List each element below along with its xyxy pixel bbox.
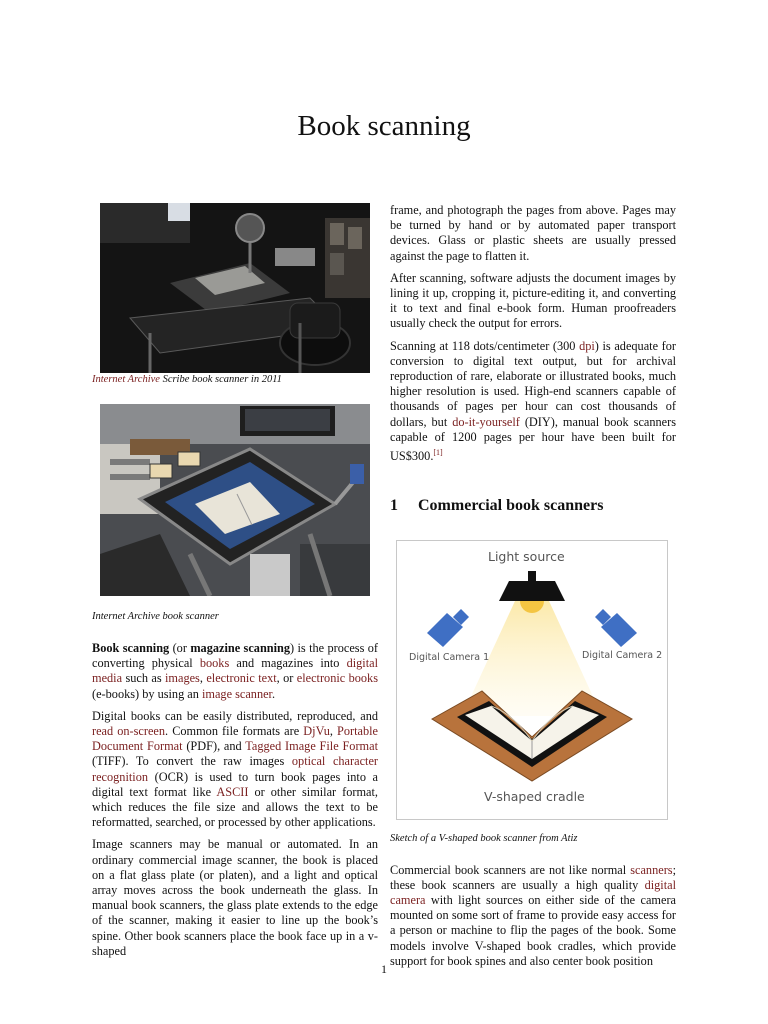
link-djvu[interactable]: DjVu bbox=[303, 724, 330, 739]
intro-paragraph: Book scanning (or magazine scanning) is the process of converting physical books and magazines into digital media such as images, electronic text, or electronic books (e-books) by using an image scanner. bbox=[92, 641, 379, 701]
frame-paragraph: frame, and photograph the pages from above. Pages may be turned by hand or by automated paper transport devices. Glass or plastic sheets are usually pressed against the page to flatten it. bbox=[390, 203, 676, 263]
scanner-diagram bbox=[396, 540, 668, 820]
figure-caption: Internet Archive Scribe book scanner in 2011 bbox=[92, 374, 282, 385]
software-paragraph: After scanning, software adjusts the document images by lining it up, cropping it, picture-editing it, and converting it to text and final e-book form. Human proofreaders usually check the output for errors. bbox=[390, 270, 676, 331]
figure-caption: Sketch of a V-shaped book scanner from Atiz bbox=[390, 832, 578, 844]
link-ocr[interactable]: optical character recognition bbox=[92, 754, 378, 784]
scanners-paragraph: Image scanners may be manual or automated. In an ordinary commercial image scanner, the book is placed on a flat glass plate (or platen), and a light and optical array moves across the book underneath the glass. In manual book scanners, the glass plate extends to the edge of the scanner, making it easier to line up the book’s spine. Other book scanners place the book face up in a v-shaped bbox=[92, 837, 378, 958]
link-image-scanner[interactable]: image scanner bbox=[201, 686, 272, 701]
photo-scribe-scanner bbox=[100, 203, 370, 373]
link-scanners[interactable]: scanners bbox=[630, 862, 673, 877]
link-dpi[interactable]: dpi bbox=[579, 338, 595, 353]
section-title: Commercial book scanners bbox=[418, 497, 604, 515]
page-number: 1 bbox=[381, 962, 387, 976]
camera-1-icon bbox=[427, 609, 469, 647]
link-read-on-screen[interactable]: read on-screen bbox=[92, 724, 166, 739]
lamp-icon bbox=[499, 581, 565, 601]
photo-archive-scanner bbox=[100, 404, 370, 596]
left-column bbox=[92, 203, 378, 966]
right-column bbox=[390, 203, 676, 976]
camera-2-icon bbox=[595, 609, 637, 647]
link-electronic-text[interactable]: electronic text bbox=[206, 671, 277, 686]
camera-2-label: Digital Camera 2 bbox=[582, 649, 663, 661]
camera-1-label: Digital Camera 1 bbox=[409, 651, 490, 663]
link-images[interactable]: images bbox=[165, 671, 200, 686]
light-source-label: Light source bbox=[488, 548, 565, 564]
link-books[interactable]: books bbox=[199, 656, 230, 671]
link-tiff[interactable]: Tagged Image File Format bbox=[245, 739, 378, 754]
link-digital-media[interactable]: digital media bbox=[92, 656, 379, 686]
link-digital-camera[interactable]: digital camera bbox=[390, 877, 676, 907]
link-pdf[interactable]: Portable Document Format bbox=[92, 724, 378, 754]
section-heading bbox=[390, 498, 676, 513]
section-number: 1 bbox=[390, 497, 398, 515]
cradle-label: V-shaped cradle bbox=[484, 788, 585, 804]
figure-scribe-scanner bbox=[92, 203, 378, 386]
link-ascii[interactable]: ASCII bbox=[216, 784, 249, 799]
resolution-paragraph: Scanning at 118 dots/centimeter (300 dpi) is adequate for conversion to digital text output, but for archival reproduction of rare, elaborate or illustrated books, much higher resolution is used. High-end scanners capable of thousands of pages per hour can cost thousands of dollars, but do-it-yourself (DIY), manual book scanners capable of 1200 pages per hour have been built for US$300.[1] bbox=[390, 338, 676, 464]
figure-archive-scanner bbox=[92, 404, 378, 623]
commercial-paragraph: Commercial book scanners are not like normal scanners; these book scanners are usually a high quality digital camera with light sources on either side of the camera mounted on some sort of frame to provide easy access for a person or machine to flip the pages of the book. Some models involve V-shaped book cradles, which provide support for book spines and also center book position bbox=[390, 862, 676, 968]
page-title: Book scanning bbox=[297, 110, 471, 142]
link-do-it-yourself[interactable]: do-it-yourself bbox=[452, 414, 520, 429]
reference-link[interactable]: [1] bbox=[433, 448, 443, 458]
link-electronic-books[interactable]: electronic books bbox=[296, 671, 378, 686]
link-internet-archive[interactable]: Internet Archive bbox=[92, 374, 160, 385]
formats-paragraph: Digital books can be easily distributed, reproduced, and read on-screen. Common file formats are DjVu, Portable Document Format (PDF), and Tagged Image File Format (TIFF). To convert the raw images optical character recognition (OCR) is used to turn book pages into a digital text format like ASCII or other similar format, which reduces the file size and allows the text to be reformatted, searched, or processed by other applications. bbox=[92, 708, 378, 830]
figure-caption: Internet Archive book scanner bbox=[92, 611, 219, 622]
